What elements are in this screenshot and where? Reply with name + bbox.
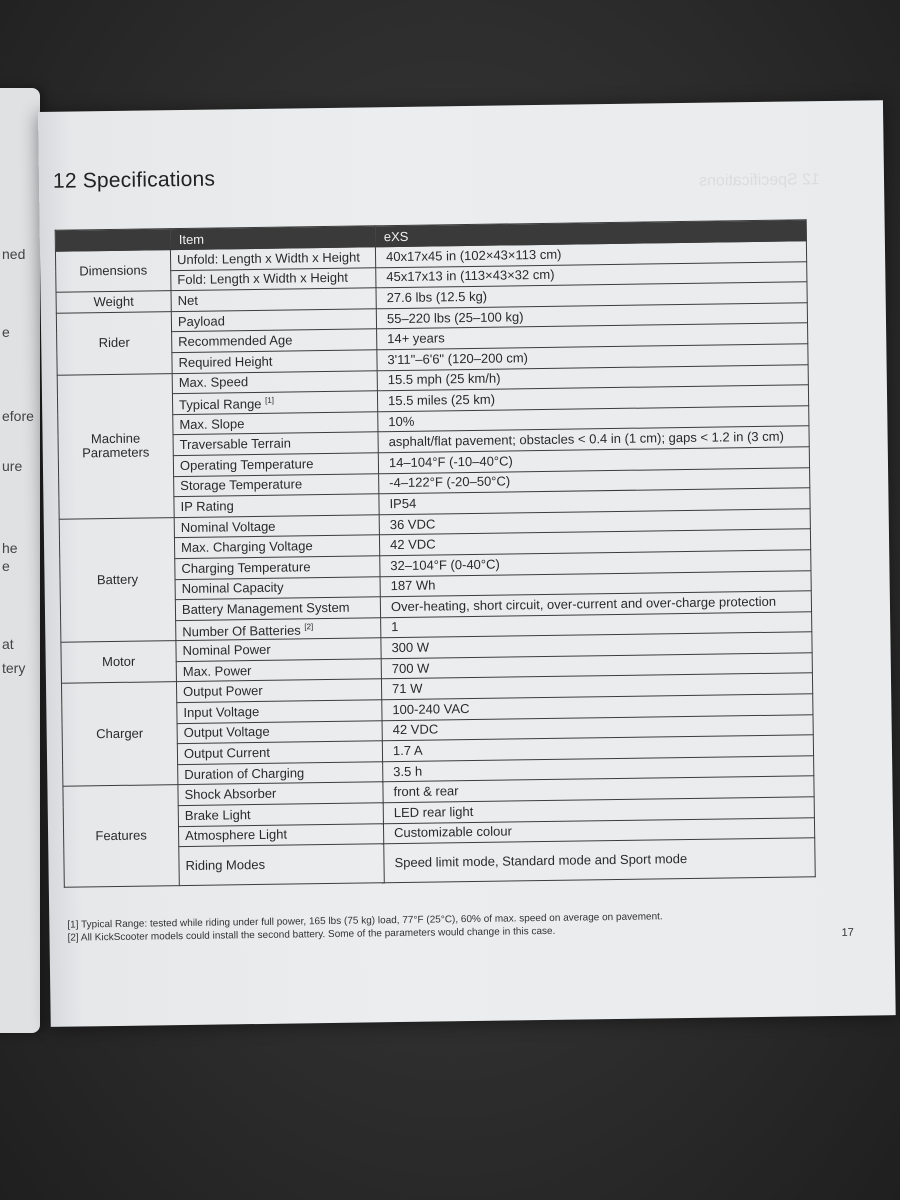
item-label: Max. Charging Voltage <box>180 538 313 556</box>
item-label: Atmosphere Light <box>185 827 288 844</box>
item-cell <box>175 597 380 620</box>
footnote: [2] All KickScooter models could install the second battery. Some of the parameters would change in this case. <box>67 925 556 944</box>
footnote-reference: [1] <box>265 396 275 406</box>
header-model: eXS <box>375 220 806 247</box>
item-label: Max. Power <box>182 662 252 679</box>
value-cell: 3.5 h <box>383 756 814 783</box>
item-cell <box>176 679 381 702</box>
item-cell <box>175 556 380 579</box>
item-cell <box>171 267 376 290</box>
item-label: IP Rating <box>180 498 234 514</box>
item-label: Operating Temperature <box>179 455 314 473</box>
item-cell <box>177 700 382 723</box>
item-cell <box>174 494 379 517</box>
category-cell: Dimensions <box>55 250 171 293</box>
item-label: Unfold: Length x Width x Height <box>176 249 360 267</box>
item-label: Number Of Batteries <box>182 622 301 640</box>
item-label: Fold: Length x Width x Height <box>177 270 348 288</box>
item-label: Typical Range <box>179 396 262 413</box>
prev-page-text: e <box>2 558 10 574</box>
category-cell: Machine Parameters <box>57 373 174 519</box>
value-cell: 40x17x45 in (102×43×113 cm) <box>375 241 806 268</box>
item-cell <box>178 782 383 805</box>
item-label: Shock Absorber <box>184 785 277 803</box>
item-cell <box>174 514 379 537</box>
prev-page-text: e <box>2 324 10 340</box>
value-cell: Customizable colour <box>383 817 814 844</box>
item-label: Input Voltage <box>183 703 260 720</box>
item-label: Recommended Age <box>178 332 293 350</box>
value-cell: 10% <box>378 406 809 433</box>
prev-page-text: ned <box>2 246 26 262</box>
value-cell: 42 VDC <box>379 529 810 556</box>
value-cell: 27.6 lbs (12.5 kg) <box>376 282 807 309</box>
item-cell <box>178 762 383 785</box>
item-cell <box>178 803 383 826</box>
value-cell: 42 VDC <box>382 714 813 741</box>
value-cell: 15.5 mph (25 km/h) <box>377 364 808 391</box>
value-cell: 1 <box>381 611 812 638</box>
specifications-table-body <box>55 241 815 888</box>
specifications-table <box>55 219 816 888</box>
prev-page-text: tery <box>2 660 26 676</box>
value-cell: 32–104°F (0-40°C) <box>380 550 811 577</box>
manual-page <box>38 100 896 1027</box>
value-cell: LED rear light <box>383 797 814 824</box>
prev-page-text: he <box>2 540 18 556</box>
item-label: Traversable Terrain <box>179 435 292 453</box>
item-cell <box>177 720 382 743</box>
item-cell <box>172 350 377 373</box>
footnote: [1] Typical Range: tested while riding under full power, 165 lbs (75 kg) load, 77°F (25°C), 60% of max. speed on average on pavement. <box>67 911 663 931</box>
item-label: Brake Light <box>184 806 251 823</box>
item-label: Battery Management System <box>181 599 350 617</box>
page-number: 17 <box>841 926 854 939</box>
item-label: Charging Temperature <box>181 558 311 576</box>
footnotes <box>67 910 663 944</box>
category-cell: Rider <box>56 311 172 374</box>
category-cell: Battery <box>59 517 176 642</box>
item-label: Duration of Charging <box>184 764 305 782</box>
value-cell: 14+ years <box>377 323 808 350</box>
prev-page-text: ure <box>2 458 23 474</box>
item-cell <box>176 638 381 661</box>
value-cell: 3'11"–6'6" (120–200 cm) <box>377 344 808 371</box>
item-label: Riding Modes <box>185 857 266 874</box>
item-cell <box>178 823 383 846</box>
item-label: Nominal Power <box>182 641 271 659</box>
page-title: 12 Specifications <box>52 167 216 193</box>
prev-page-text: at <box>2 636 14 652</box>
item-cell <box>171 288 376 311</box>
item-cell <box>172 329 377 352</box>
value-cell: 14–104°F (-10–40°C) <box>378 447 809 474</box>
value-cell: 45x17x13 in (113×43×32 cm) <box>376 261 807 288</box>
item-cell <box>174 473 379 496</box>
item-label: Output Power <box>183 683 263 700</box>
item-label: Payload <box>177 312 226 329</box>
value-cell: -4–122°F (-20–50°C) <box>379 467 810 494</box>
item-label: Storage Temperature <box>180 476 303 494</box>
value-cell: Over-heating, short circuit, over-current and over-charge protection <box>380 591 811 618</box>
footnote-reference: [2] <box>304 622 314 632</box>
category-cell: Features <box>63 785 179 887</box>
item-cell <box>176 617 381 640</box>
value-cell: 700 W <box>381 653 812 680</box>
item-cell <box>172 391 377 414</box>
value-cell: front & rear <box>383 776 814 803</box>
item-label: Nominal Capacity <box>181 579 284 597</box>
header-item: Item <box>170 226 375 250</box>
item-cell <box>177 741 382 764</box>
prev-page-text: efore <box>2 408 34 424</box>
item-cell <box>171 309 376 332</box>
item-cell <box>173 453 378 476</box>
item-label: Required Height <box>178 353 273 370</box>
value-cell: 1.7 A <box>382 735 813 762</box>
value-cell: IP54 <box>379 488 810 515</box>
value-cell: Speed limit mode, Standard mode and Sport mode <box>384 838 816 883</box>
value-cell: asphalt/flat pavement; obstacles < 0.4 in (1 cm); gaps < 1.2 in (3 cm) <box>378 426 809 453</box>
item-label: Net <box>177 292 198 309</box>
header-category <box>55 229 170 252</box>
value-cell: 15.5 miles (25 km) <box>377 385 808 412</box>
category-cell: Weight <box>56 291 171 313</box>
value-cell: 187 Wh <box>380 570 811 597</box>
category-cell: Motor <box>61 641 177 684</box>
previous-page-edge <box>0 88 40 1033</box>
value-cell: 71 W <box>381 673 812 700</box>
show-through-text: 12 Specifications <box>698 171 821 190</box>
value-cell: 300 W <box>381 632 812 659</box>
value-cell: 100-240 VAC <box>382 694 813 721</box>
item-label: Nominal Voltage <box>180 518 276 535</box>
item-cell <box>173 432 378 455</box>
item-label: Output Voltage <box>183 724 270 741</box>
item-cell <box>176 659 381 682</box>
item-label: Max. Speed <box>178 374 249 391</box>
item-cell <box>175 576 380 599</box>
item-cell <box>170 247 375 270</box>
value-cell: 36 VDC <box>379 508 810 535</box>
item-label: Max. Slope <box>179 415 245 432</box>
item-cell <box>172 370 377 393</box>
item-cell <box>174 535 379 558</box>
value-cell: 55–220 lbs (25–100 kg) <box>376 303 807 330</box>
item-cell <box>173 412 378 435</box>
item-label: Output Current <box>183 744 271 762</box>
item-cell <box>179 844 385 886</box>
category-cell: Charger <box>61 682 177 787</box>
